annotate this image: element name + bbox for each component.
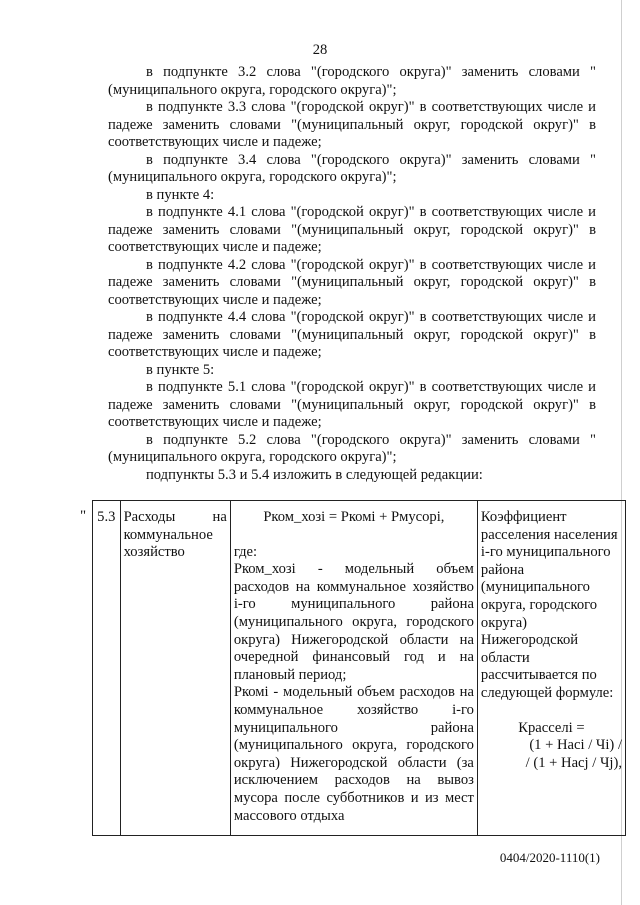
coefficient-formula-line-1: Красселi =: [518, 719, 585, 736]
definition-communal: Pкомi - модельный объем расходов на коммунальное хозяйство i-го муниципального района (муниципального округа, городского округа) Нижегородской области (за исключением расходов на вывоз мусора после субботников и из мест массового отдыха: [233, 684, 474, 824]
paragraph: в подпункте 3.4 слова "(городского округа)" заменить словами "(муниципального округа, городского округа)";: [108, 151, 596, 185]
page-number: 28: [312, 42, 328, 58]
opening-quote-mark: ": [80, 508, 87, 524]
coefficient-formula-line-2: (1 + Hacі / Чі) /: [529, 737, 622, 754]
paragraph: в подпункте 5.2 слова "(городского округа)" заменить словами "(муниципального округа, городского округа)";: [108, 431, 596, 465]
coefficient-formula-line-3: / (1 + Hacj / Чj),: [525, 754, 622, 771]
definition-total: Pком_хозi - модельный объем расходов на коммунальное хозяйство i-го муниципального района (муниципального округа, городского округа) Нижегородской области на очередной финансовый год и на плановый период;: [233, 561, 474, 683]
paragraph: подпункты 5.3 и 5.4 изложить в следующей редакции:: [146, 466, 483, 483]
paragraph: в подпункте 5.1 слова "(городской округ)" в соответствующих числе и падеже заменить словами "(муниципальный округ, городской округ)" в соответствующих числе и падеже;: [108, 379, 596, 430]
item-name-cell: Расходы на коммунальное хозяйство: [120, 501, 230, 836]
paragraph: в подпункте 3.3 слова "(городской округ)" в соответствующих числе и падеже заменить словами "(муниципальный округ, городской округ)" в соответствующих числе и падеже;: [108, 99, 596, 150]
paragraph: в подпункте 4.1 слова "(городской округ)" в соответствующих числе и падеже заменить словами "(муниципальный округ, городской округ)" в соответствующих числе и падеже;: [108, 204, 596, 255]
item-number-cell: 5.3: [93, 501, 121, 836]
main-formula: Pком_хозi = Pкомi + Pмусорi,: [263, 509, 445, 525]
paragraph: в подпункте 3.2 слова "(городского округа)" заменить словами "(муниципального округа, городского округа)";: [108, 64, 596, 98]
table-row: [93, 501, 626, 836]
coefficient-description: Коэффициент расселения населения i-го муниципального района (муниципального округа, городского округа) Нижегородской области рассчитывается по следующей формуле:: [480, 509, 618, 701]
formula-cell: [230, 501, 477, 836]
document-body: [108, 64, 596, 484]
document-code: 0404/2020-1110(1): [499, 850, 600, 865]
paragraph: в пункте 4:: [146, 186, 215, 203]
paragraph: в пункте 5:: [146, 361, 215, 378]
coefficient-cell: [477, 501, 625, 836]
where-label: где:: [233, 543, 258, 560]
amendment-table: [92, 500, 626, 836]
paragraph: в подпункте 4.2 слова "(городской округ)" в соответствующих числе и падеже заменить словами "(муниципальный округ, городской округ)" в соответствующих числе и падеже;: [108, 256, 596, 308]
paragraph: в подпункте 4.4 слова "(городской округ)" в соответствующих числе и падеже заменить словами "(муниципальный округ, городской округ)" в соответствующих числе и падеже;: [108, 309, 596, 360]
